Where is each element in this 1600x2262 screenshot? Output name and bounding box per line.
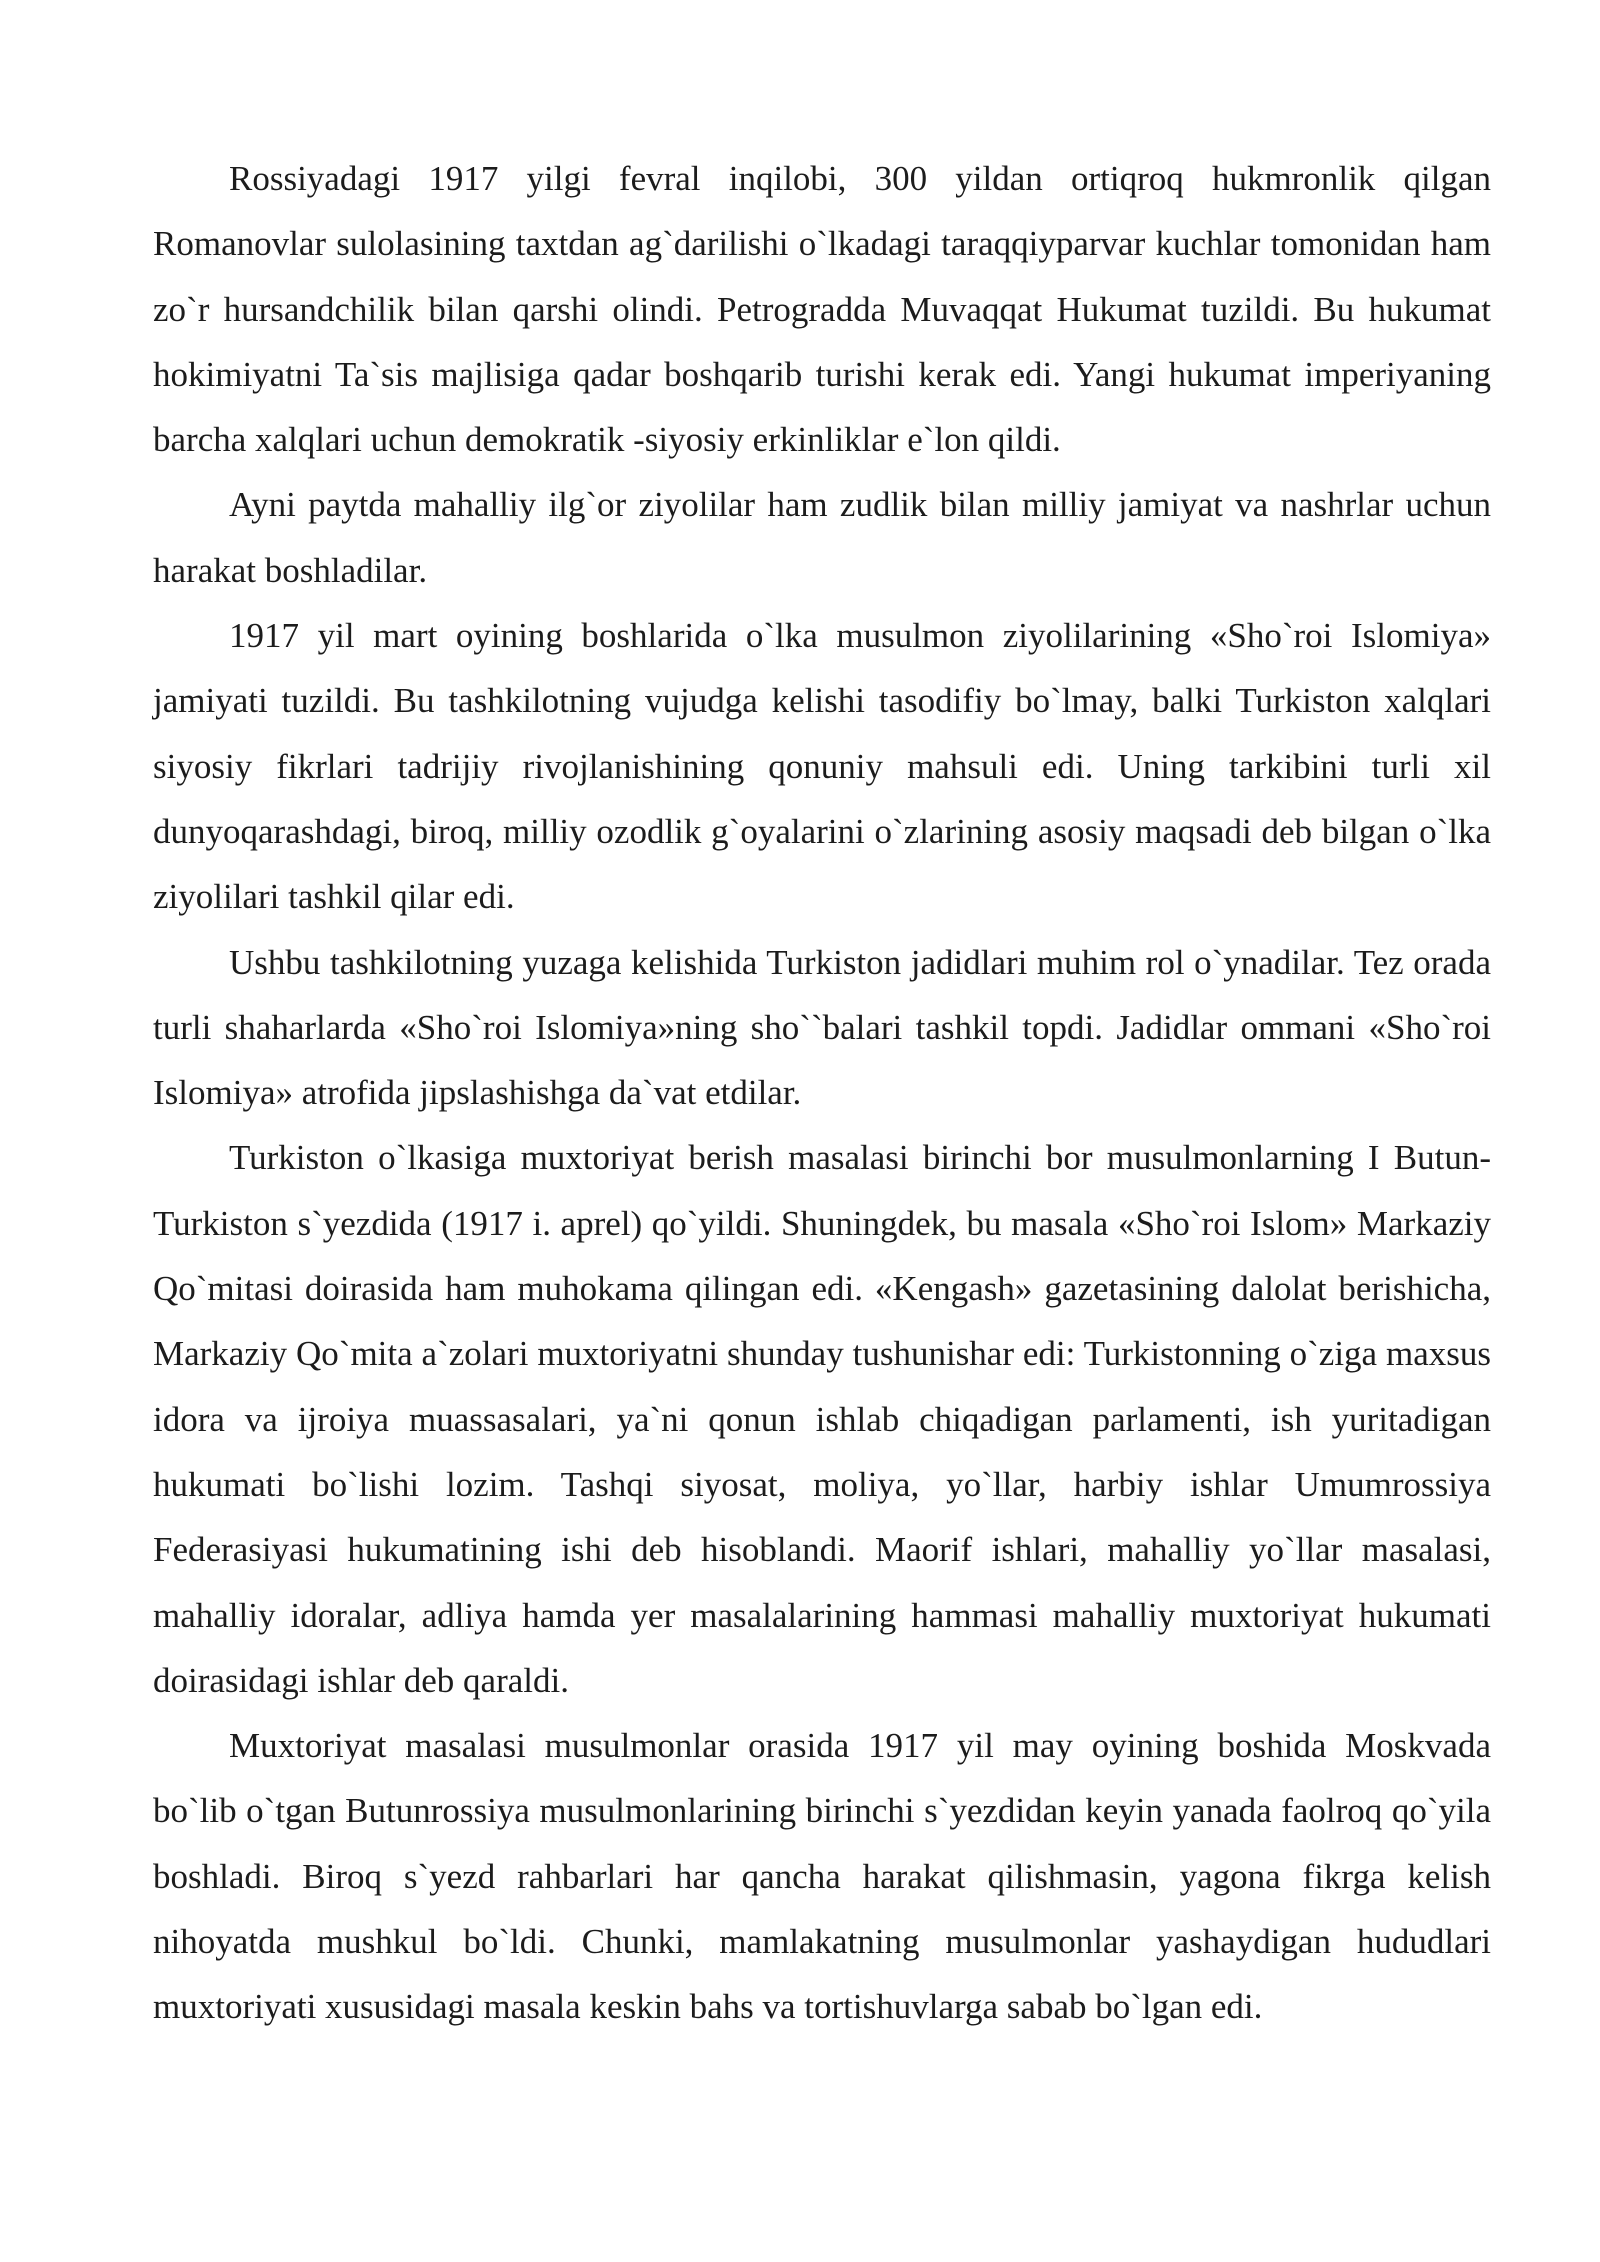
paragraph-2: Ayni paytda mahalliy ilg`or ziyolilar ham zudlik bilan milliy jamiyat va nashrlar uchun harakat boshladilar. bbox=[153, 485, 1491, 590]
paragraph-4: Ushbu tashkilotning yuzaga kelishida Turkiston jadidlari muhim rol o`ynadilar. Tez orada turli shaharlarda «Sho`roi Islomiya»ning sho``balari tashkil topdi. Jadidlar ommani «Sho`roi Islomiya» atrofida jipslashishga da`vat etdilar. bbox=[153, 942, 1491, 1113]
paragraph-5: Turkiston o`lkasiga muxtoriyat berish masalasi birinchi bor musulmonlarning I Butun-Turkiston s`yezdida (1917 i. aprel) qo`yildi. Shuningdek, bu masala «Sho`roi Islom» Markaziy Qo`mitasi doirasida ham muhokama qilingan edi. «Kengash» gazetasining dalolat berishicha, Markaziy Qo`mita a`zolari muxtoriyatni shunday tushunishar edi: Turkistonning o`ziga maxsus idora va ijroiya muassasalari, ya`ni qonun ishlab chiqadigan parlamenti, ish yuritadigan hukumati bo`lishi lozim. Tashqi siyosat, moliya, yo`llar, harbiy ishlar Umumrossiya Federasiyasi hukumatining ishi deb hisoblandi. Maorif ishlari, mahalliy yo`llar masalasi, mahalliy idoralar, adliya hamda yer masalalarining hammasi mahalliy muxtoriyat hukumati doirasidagi ishlar deb qaraldi. bbox=[153, 1138, 1491, 1700]
document-page bbox=[153, 146, 1491, 2040]
paragraph-6: Muxtoriyat masalasi musulmonlar orasida 1917 yil may oyining boshida Moskvada bo`lib o`tgan Butunrossiya musulmonlarining birinchi s`yezdidan keyin yanada faolroq qo`yila boshladi. Biroq s`yezd rahbarlari har qancha harakat qilishmasin, yagona fikrga kelish nihoyatda mushkul bo`ldi. Chunki, mamlakatning musulmonlar yashaydigan hududlari muxtoriyati xususidagi masala keskin bahs va tortishuvlarga sabab bo`lgan edi. bbox=[153, 1726, 1491, 2027]
paragraph-1: Rossiyadagi 1917 yilgi fevral inqilobi, 300 yildan ortiqroq hukmronlik qilgan Romanovlar sulolasining taxtdan ag`darilishi o`lkadagi taraqqiyparvar kuchlar tomonidan ham zo`r hursandchilik bilan qarshi olindi. Petrogradda Muvaqqat Hukumat tuzildi. Bu hukumat hokimiyatni Ta`sis majlisiga qadar boshqarib turishi kerak edi. Yangi hukumat imperiyaning barcha xalqlari uchun demokratik -siyosiy erkinliklar e`lon qildi. bbox=[153, 159, 1491, 460]
paragraph-3: 1917 yil mart oyining boshlarida o`lka musulmon ziyolilarining «Sho`roi Islomiya» jamiyati tuzildi. Bu tashkilotning vujudga kelishi tasodifiy bo`lmay, balki Turkiston xalqlari siyosiy fikrlari tadrijiy rivojlanishining qonuniy mahsuli edi. Uning tarkibini turli xil dunyoqarashdagi, biroq, milliy ozodlik g`oyalarini o`zlarining asosiy maqsadi deb bilgan o`lka ziyolilari tashkil qilar edi. bbox=[153, 616, 1491, 917]
